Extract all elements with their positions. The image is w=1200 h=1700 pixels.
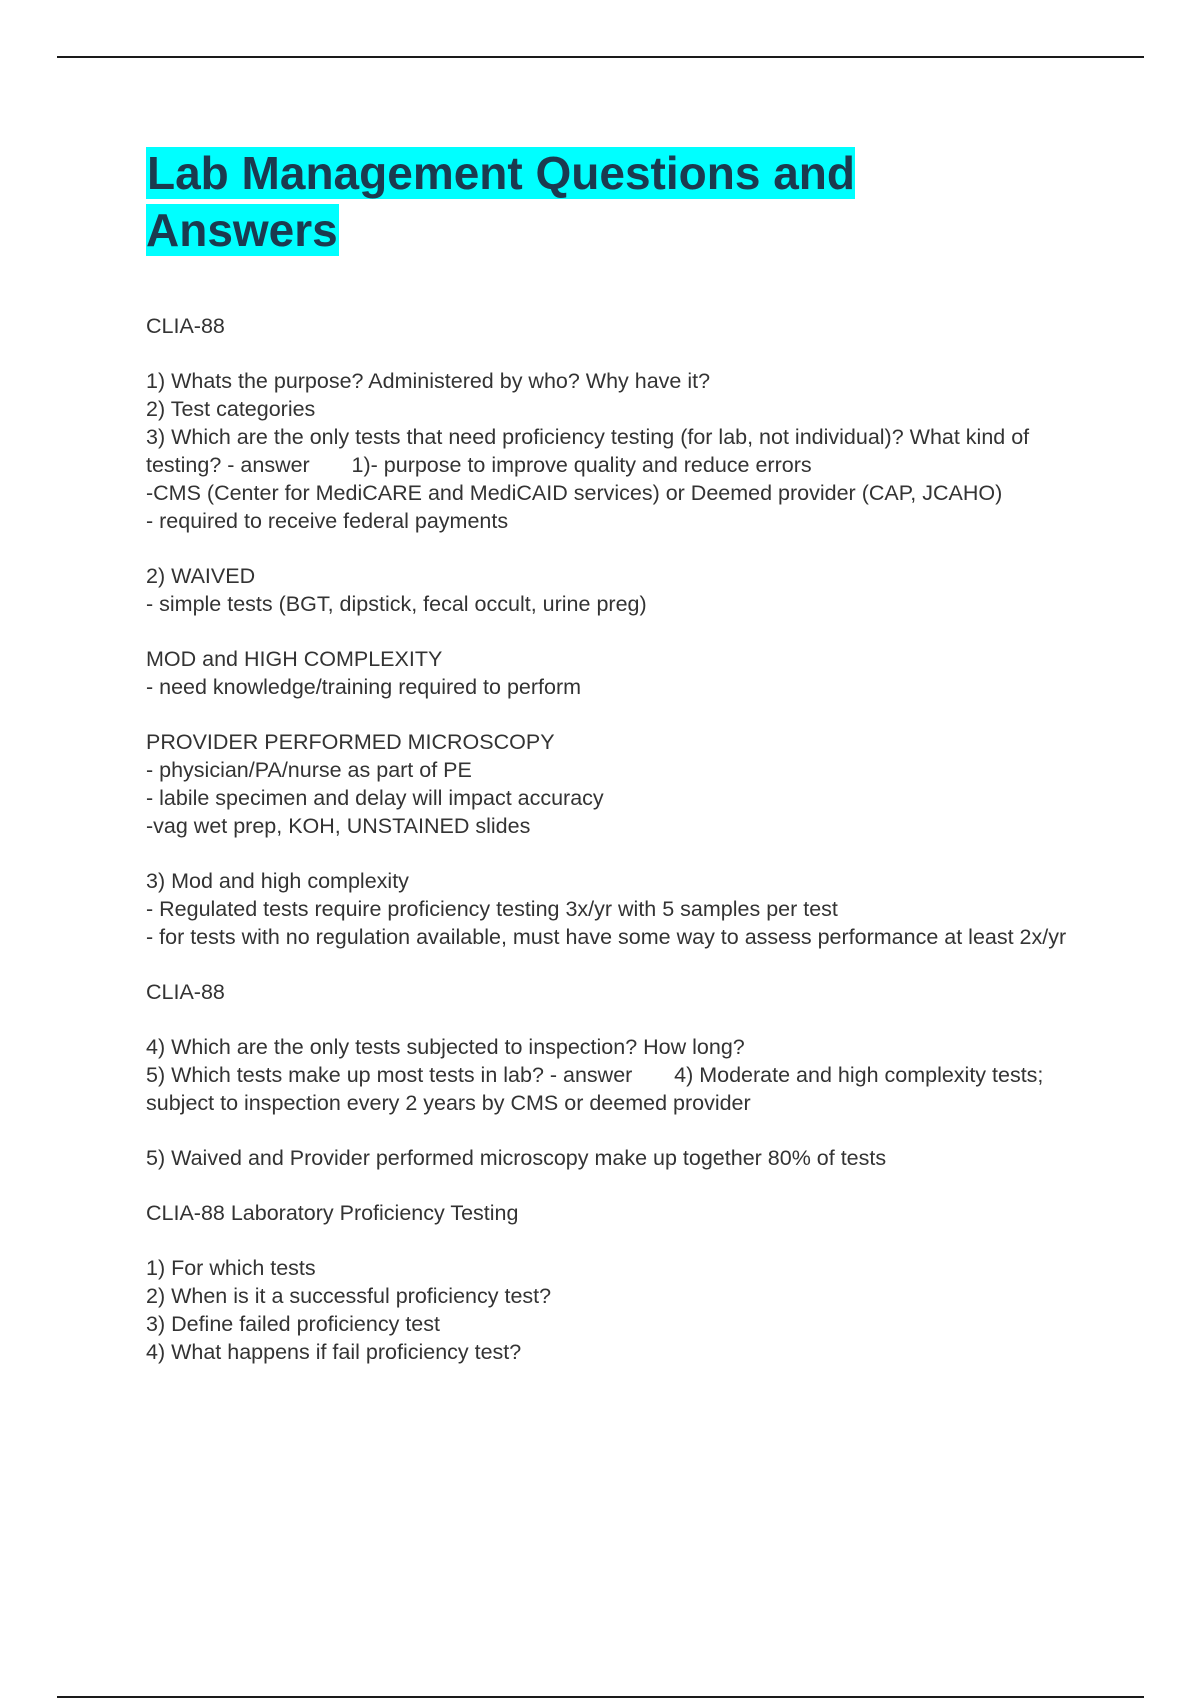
text-line: 3) Mod and high complexity xyxy=(146,869,409,893)
text-line: CLIA-88 xyxy=(146,314,225,338)
text-line: - physician/PA/nurse as part of PE xyxy=(146,758,472,782)
text-line: - for tests with no regulation available, must have some way to assess performance at least 2x/yr xyxy=(146,925,1067,949)
paragraph-gap xyxy=(146,340,1106,367)
text-line: - simple tests (BGT, dipstick, fecal occult, urine preg) xyxy=(146,592,647,616)
text-line: - required to receive federal payments xyxy=(146,509,509,533)
document-title xyxy=(146,145,946,259)
text-line: 1) Whats the purpose? Administered by who? Why have it? xyxy=(146,369,711,393)
top-rule xyxy=(57,56,1144,58)
text-line: CLIA-88 Laboratory Proficiency Testing xyxy=(146,1201,519,1225)
paragraph-gap xyxy=(146,1172,1106,1199)
paragraph-gap xyxy=(146,951,1106,978)
text-line: 5) Waived and Provider performed microscopy make up together 80% of tests xyxy=(146,1146,887,1170)
paragraph-gap xyxy=(146,618,1106,645)
text-line: 5) Which tests make up most tests in lab? - answer 4) Moderate and high complexity tests; subject to inspection every 2 years by CMS or deemed provider xyxy=(146,1063,1050,1115)
text-line: - labile specimen and delay will impact accuracy xyxy=(146,786,604,810)
bottom-rule xyxy=(57,1696,1144,1698)
paragraph-gap xyxy=(146,535,1106,562)
text-line: 1) For which tests xyxy=(146,1256,316,1280)
paragraph-gap xyxy=(146,1227,1106,1254)
text-line: 2) Test categories xyxy=(146,397,316,421)
text-line: PROVIDER PERFORMED MICROSCOPY xyxy=(146,730,555,754)
text-line: 4) Which are the only tests subjected to inspection? How long? xyxy=(146,1035,745,1059)
text-line: - Regulated tests require proficiency testing 3x/yr with 5 samples per test xyxy=(146,897,838,921)
text-line: 2) When is it a successful proficiency test? xyxy=(146,1284,552,1308)
paragraph-gap xyxy=(146,1006,1106,1033)
title-highlight: Lab Management Questions and Answers xyxy=(146,147,855,256)
text-line: -vag wet prep, KOH, UNSTAINED slides xyxy=(146,814,531,838)
text-line: 3) Define failed proficiency test xyxy=(146,1312,440,1336)
text-line: MOD and HIGH COMPLEXITY xyxy=(146,647,443,671)
text-line: - need knowledge/training required to perform xyxy=(146,675,582,699)
paragraph-gap xyxy=(146,701,1106,728)
text-line: 4) What happens if fail proficiency test? xyxy=(146,1340,522,1364)
text-line: 3) Which are the only tests that need proficiency testing (for lab, not individual)? What kind of testing? - answer 1)- purpose to improve quality and reduce errors xyxy=(146,425,1036,477)
document-body xyxy=(146,312,1106,1366)
paragraph-gap xyxy=(146,1117,1106,1144)
paragraph-gap xyxy=(146,840,1106,867)
text-line: 2) WAIVED xyxy=(146,564,256,588)
text-line: CLIA-88 xyxy=(146,980,225,1004)
text-line: -CMS (Center for MediCARE and MediCAID services) or Deemed provider (CAP, JCAHO) xyxy=(146,481,1003,505)
